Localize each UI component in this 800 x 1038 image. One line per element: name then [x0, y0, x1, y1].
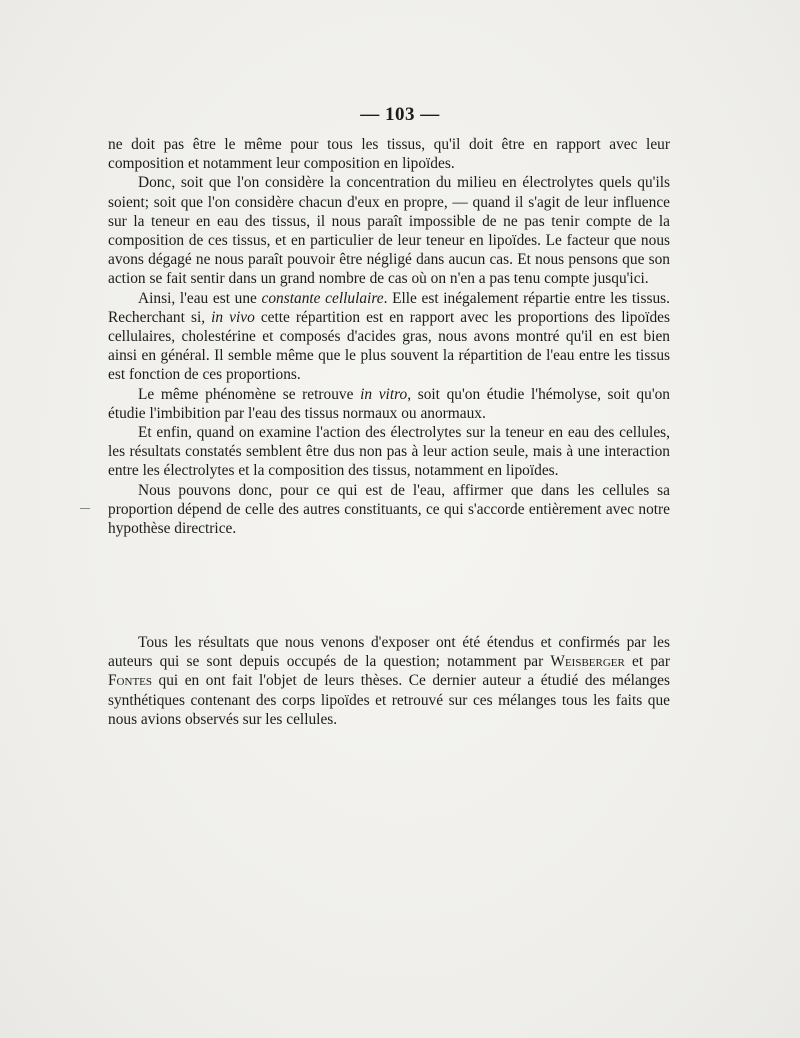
text-run: ne doit pas être le même pour tous les tissus, qu'il doit être en rapport avec leur composition et notamment leur composition en lipoïdes. [108, 136, 670, 173]
text-run: Donc, soit que l'on considère la concentration du milieu en électrolytes quels qu'ils soient; soit que l'on considère chacun d'eux en propre, — quand il s'agit de leur influence sur la teneur en eau des tissus, il nous paraît impossible de ne pas tenir compte de la composition de ces tissus, et en particulier de leur teneur en lipoïdes. Le facteur que nous avons dégagé ne nous paraît pouvoir être négligé dans aucun cas. Et nous pensons que son action se fait sentir dans un grand nombre de cas où on n'en a pas tenu compte jusqu'ici. [108, 174, 670, 288]
text-run: et par [624, 653, 670, 671]
show-through-text [96, 740, 716, 759]
page-number: — 103 — [360, 104, 440, 125]
text-run: Nous pouvons donc, pour ce qui est de l'eau, affirmer que dans les cellules sa proportion dépend de celle des autres constituants, ce qui s'accorde entièrement avec notre hypothèse directrice. [108, 481, 670, 538]
paragraph [108, 173, 670, 288]
text-run: cette répartition est en rapport avec les proportions des lipoïdes cellulaires, cholestérine et composés d'acides gras, nous avons montré qu'il en est bien ainsi en général. Il semble même que le plus souvent la répartition de l'eau entre les tissus est fonction de ces proportions. [108, 308, 670, 384]
show-through-text [96, 570, 716, 589]
italic-text: in vivo [211, 308, 255, 326]
italic-text: in vitro [360, 385, 408, 403]
text-run: Le même phénomène se retrouve [138, 385, 361, 403]
author-name: Fontes [108, 672, 153, 690]
author-name: Weisberger [550, 653, 625, 671]
text-run: Et enfin, quand on examine l'action des électrolytes sur la teneur en eau des cellules, les résultats constatés semblent être dus non pas à leur action seule, mais à une interaction entre les électrolytes et la composition des tissus, notamment en lipoïdes. [108, 424, 670, 480]
paragraph [108, 481, 670, 539]
closing-text [108, 633, 670, 729]
margin-mark [80, 508, 90, 509]
paragraph [108, 423, 670, 481]
text-run: , soit qu'on étudie l'hémolyse, soit qu'on étudie l'imbibition par l'eau des tissus normaux ou anormaux. [108, 385, 670, 422]
text-run: Tous les résultats que nous venons d'exposer ont été étendus et confirmés par les auteurs qui se sont depuis occupés de la question; notamment par [108, 634, 670, 671]
paragraph [108, 135, 670, 173]
paragraph [108, 385, 670, 423]
text-run: . Elle est inégalement répartie entre les tissus. Recherchant si, [108, 289, 670, 326]
main-text [108, 135, 670, 538]
paragraph [108, 289, 670, 385]
text-run: Ainsi, l'eau est une [138, 289, 262, 307]
text-run: qui en ont fait l'objet de leurs thèses. Ce dernier auteur a étudié des mélanges synthétiques contenant des corps lipoïdes et retrouvé sur ces mélanges tous les faits que nous avions observés sur les cellules. [108, 672, 670, 728]
italic-text: constante cellulaire [261, 289, 384, 307]
paragraph [108, 633, 670, 729]
